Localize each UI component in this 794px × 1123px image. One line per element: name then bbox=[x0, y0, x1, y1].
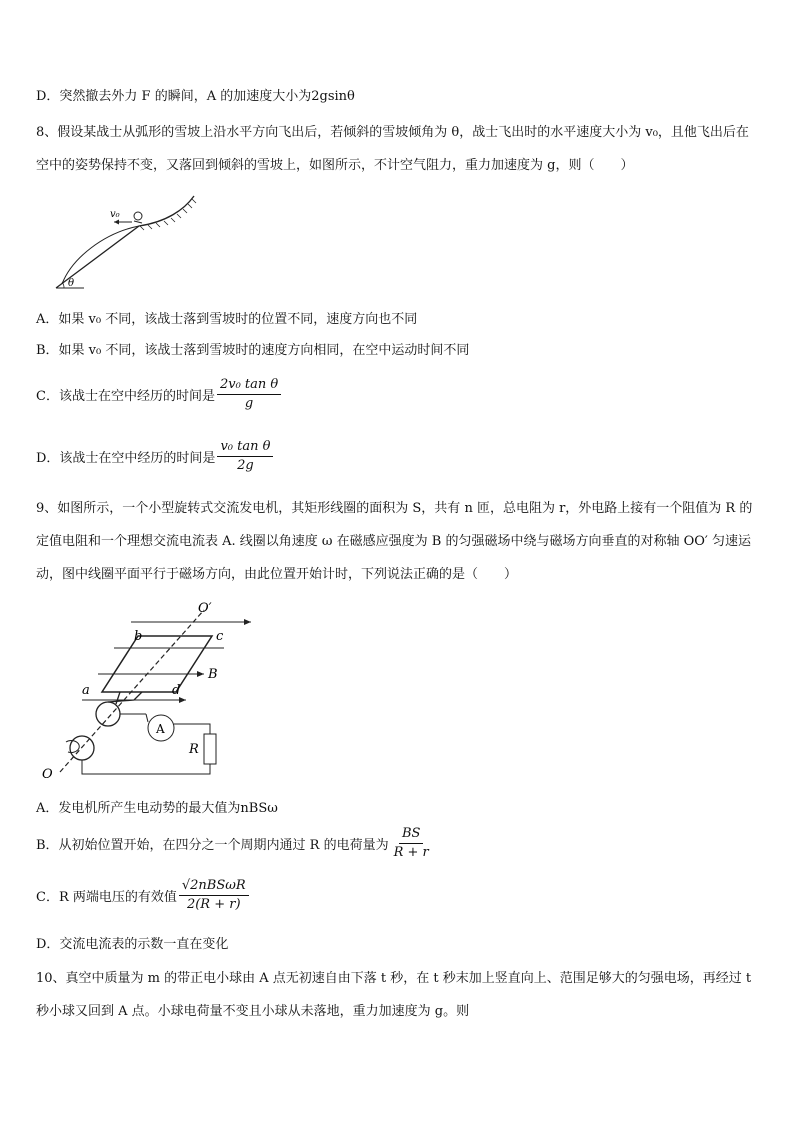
q9-option-c-numerator: √2nBSωR bbox=[179, 878, 249, 896]
q7-option-d: D．突然撤去外力 F 的瞬间，A 的加速度大小为2gsinθ bbox=[36, 89, 355, 104]
q9-label-c: c bbox=[216, 629, 224, 644]
q9-stem: 9、如图所示，一个小型旋转式交流发电机，其矩形线圈的面积为 S，共有 n 匝，总电阻为 r，外电路上接有一个阻值为 R 的定值电阻和一个理想交流电流表 A. 线圈以角速度 ω 在磁感应强度为 B 的匀强磁场中绕与磁场方向垂直的对称轴 OO′ 匀速运动，图中线圈平面平行于磁场方向，由此位置开始计时，下列说法正确的是（ ） bbox=[36, 501, 753, 582]
q9-generator-figure bbox=[36, 596, 266, 786]
q9-label-o-prime: O′ bbox=[198, 601, 212, 616]
q9-option-d: D．交流电流表的示数一直在变化 bbox=[36, 937, 229, 952]
q8-stem: 8、假设某战士从弧形的雪坡上沿水平方向飞出后，若倾斜的雪坡倾角为 θ，战士飞出时的水平速度大小为 v₀，且他飞出后在空中的姿势保持不变，又落回到倾斜的雪坡上，如图所示，不计空气阻力，重力加速度为 g，则（ ） bbox=[36, 125, 749, 173]
q9-option-b bbox=[36, 826, 432, 861]
q8-theta-label: θ bbox=[68, 278, 75, 289]
q9-option-b-text: B．从初始位置开始，在四分之一个周期内通过 R 的电荷量为 bbox=[36, 838, 389, 853]
q9-option-a: A．发电机所产生电动势的最大值为nBSω bbox=[36, 801, 278, 816]
q9-option-c bbox=[36, 878, 249, 913]
q8-option-d-text: D．该战士在空中经历的时间是 bbox=[36, 451, 216, 466]
q9-option-b-numerator: BS bbox=[399, 826, 423, 844]
q9-option-c-fraction bbox=[179, 878, 249, 913]
q9-option-b-denominator: R + r bbox=[393, 845, 429, 860]
q8-option-d bbox=[36, 439, 273, 474]
q8-v0-label: v₀ bbox=[110, 209, 120, 220]
q8-ski-slope-figure bbox=[44, 188, 204, 296]
q8-option-c bbox=[36, 377, 281, 412]
q9-label-d: d bbox=[172, 683, 181, 698]
q8-option-a: A．如果 v₀ 不同，该战士落到雪坡时的位置不同，速度方向也不同 bbox=[36, 312, 418, 327]
q8-option-d-denominator: 2g bbox=[237, 458, 254, 473]
q8-option-d-fraction bbox=[217, 439, 273, 474]
q9-option-c-denominator: 2(R + r) bbox=[186, 897, 241, 912]
q8-option-d-numerator: v₀ tan θ bbox=[217, 439, 273, 457]
q9-resistor-label: R bbox=[189, 742, 199, 757]
q9-label-a: a bbox=[82, 683, 90, 698]
q8-option-c-numerator: 2v₀ tan θ bbox=[217, 377, 281, 395]
q9-option-b-fraction bbox=[391, 826, 432, 861]
q8-option-c-denominator: g bbox=[244, 396, 254, 411]
q8-option-c-text: C．该战士在空中经历的时间是 bbox=[36, 389, 215, 404]
q9-label-field-b: B bbox=[208, 667, 218, 682]
q8-option-c-fraction bbox=[217, 377, 281, 412]
q9-label-o: O bbox=[42, 767, 53, 782]
q9-ammeter-label: A bbox=[156, 722, 165, 736]
q10-stem: 10、真空中质量为 m 的带正电小球由 A 点无初速自由下落 t 秒，在 t 秒末加上竖直向上、范围足够大的匀强电场，再经过 t 秒小球又回到 A 点。小球电荷量不变且小球从未落地，重力加速度为 g。则 bbox=[36, 971, 752, 1019]
q9-option-c-text: C．R 两端电压的有效值 bbox=[36, 890, 177, 905]
q9-label-b: b bbox=[134, 629, 143, 644]
q8-option-b: B．如果 v₀ 不同，该战士落到雪坡时的速度方向相同，在空中运动时间不同 bbox=[36, 343, 470, 358]
